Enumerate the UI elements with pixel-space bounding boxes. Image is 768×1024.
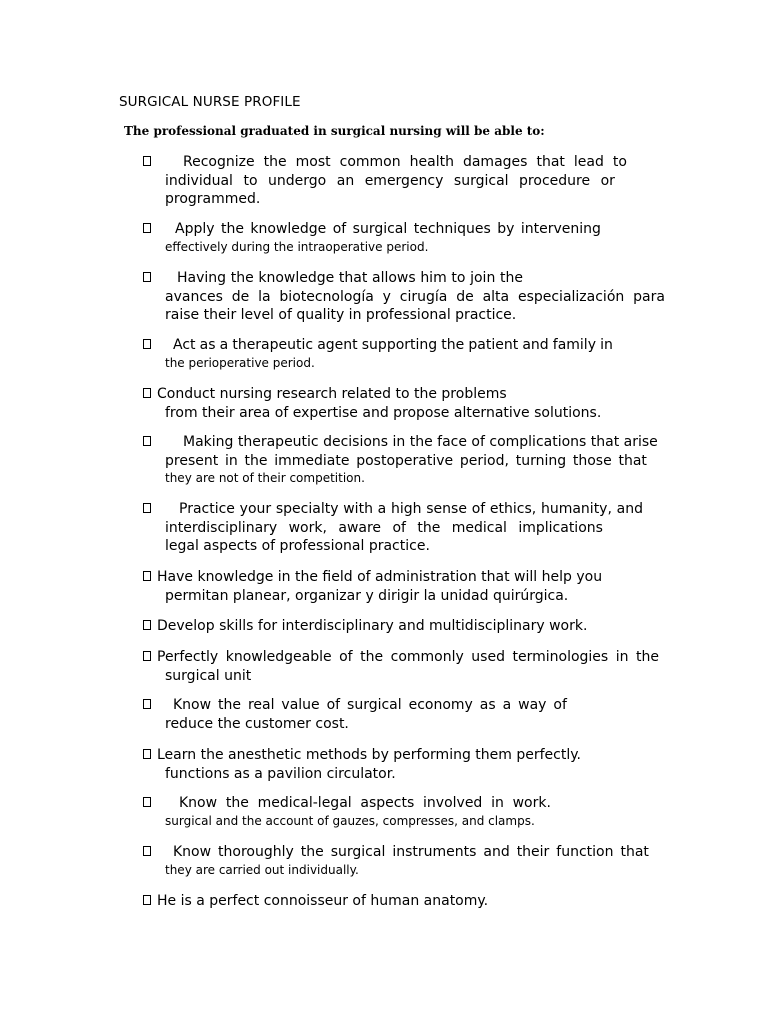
bullet-box-icon [143,620,151,630]
word: humanity, [540,501,612,517]
word: intervening [520,221,601,237]
list-item-text [157,220,601,239]
word: thoroughly [218,844,294,860]
list-item-continuation-line: surgical unit [165,667,252,684]
list-item-text: He is a perfect connoisseur of human anatomy. [157,893,489,909]
list-item-continuation-line: reduce the customer cost. [165,715,349,732]
word: that [338,270,368,286]
word: of [392,519,406,536]
list-item [143,843,675,878]
word: in [491,795,504,811]
word: way [518,697,547,713]
list-item-text: Making therapeutic decisions in the face of complications that arise [183,434,658,450]
word: postoperative [356,452,454,469]
list-item [143,568,675,605]
word: your [239,501,272,517]
list-item [143,385,675,422]
list-item [143,500,675,556]
list-item-text [157,696,567,715]
list-item-continuation-line: effectively during the intraoperative period. [165,239,429,254]
list-item-first-line [143,794,675,813]
word: emergency [364,172,444,189]
word: the [417,519,441,536]
list-item [143,794,675,829]
word: surgical [352,221,408,237]
list-item-first-line [143,153,675,172]
word: of [471,501,486,517]
list-item-continuation-line: surgical and the account of gauzes, compresses, and clamps. [165,813,535,828]
list-item [143,746,675,783]
word: the [636,649,659,665]
list-item [143,336,675,371]
word: involved [423,795,483,811]
word: that [618,452,647,469]
bullet-box-icon [143,436,151,446]
word: commonly [390,649,464,665]
word: para [633,288,665,305]
bullet-box-icon [143,272,151,282]
word: Act [173,337,196,353]
word: of [553,697,567,713]
word: of [339,649,353,665]
list-item-first-line [143,843,675,862]
word: value [281,697,320,713]
word: the [230,270,254,286]
word: in [224,452,238,469]
word: Perfectly [157,649,219,665]
list-item-first-line [143,269,675,288]
list-item-text [157,153,627,172]
word: an [336,172,355,189]
word: undergo [268,172,327,189]
word: surgical [453,172,509,189]
word: most [295,154,331,170]
word: Apply [175,221,215,237]
word: work. [512,795,551,811]
word: immediate [274,452,350,469]
word: de [456,288,474,305]
word: high [391,501,422,517]
word: procedure [519,172,591,189]
bullet-box-icon [143,571,151,581]
word: terminologies [512,649,609,665]
word: therapeutic [232,337,314,353]
word: real [247,697,275,713]
list-item-first-line [143,746,675,765]
list-item-first-line [143,648,675,667]
list-item-continuation-line: permitan planear, organizar y dirigir la unidad quirúrgica. [165,587,569,604]
list-item-text: Have knowledge in the field of administration that will help you [157,569,603,585]
word: Practice [179,501,235,517]
word: join [470,270,496,286]
word: patient [468,337,519,353]
bullet-box-icon [143,651,151,661]
list-item [143,696,675,733]
word: interdisciplinary [165,519,278,536]
word: to [243,172,258,189]
word: medical-legal [257,795,352,811]
word: to [451,270,466,286]
word: de [231,288,250,305]
word: Know [179,795,218,811]
word: present [165,452,219,469]
word: biotecnología [279,288,374,305]
word: of [326,697,341,713]
word: used [471,649,505,665]
word: techniques [413,221,491,237]
word: Know [173,697,212,713]
word: ethics, [489,501,537,517]
word: their [516,844,550,860]
word: as [199,337,216,353]
word: the [218,697,241,713]
list-item-first-line [143,220,675,239]
list-item-first-line [143,568,675,587]
word: individual [165,172,233,189]
word: in [615,649,629,665]
word: by [497,221,515,237]
list-item-first-line [143,500,675,519]
word: that [620,844,649,860]
list-item-continuation-line: legal aspects of professional practice. [165,538,430,554]
list-item [143,220,675,255]
word: the [441,337,465,353]
list-item-text [157,843,649,862]
word: agent [317,337,358,353]
word: damages [462,154,528,170]
word: turning [515,452,567,469]
word: a [219,337,229,353]
word: implications [518,519,603,536]
word: health [409,154,454,170]
list-item-continuation-line: functions as a pavilion circulator. [165,765,396,782]
word: to [612,154,627,170]
bullet-box-icon [143,895,151,905]
word: the [263,154,287,170]
word: work, [288,519,327,536]
list-item-text: Learn the anesthetic methods by performing them perfectly. [157,747,581,763]
word: avances [165,288,223,305]
word: common [339,154,401,170]
list-item-continuation-line [143,452,647,471]
word: specialty [275,501,339,517]
word: aware [338,519,382,536]
list-item-text [157,794,551,813]
word: of [332,221,347,237]
word: Recognize [183,154,255,170]
word: allows [371,270,416,286]
word: the [300,844,324,860]
word: him [420,270,447,286]
list-item-continuation-line: they are not of their competition. [165,471,365,485]
bullet-box-icon [143,749,151,759]
word: knowledgeable [225,649,332,665]
word: function [556,844,614,860]
list-item-continuation-line: from their area of expertise and propose alternative solutions. [165,404,602,421]
list-item-continuation-line [143,519,603,538]
word: the [220,221,244,237]
word: alta [482,288,510,305]
list-item [143,433,675,486]
word: a [377,501,387,517]
word: those [572,452,612,469]
list-item [143,269,675,325]
word: especialización [517,288,625,305]
document-subtitle: The professional graduated in surgical nursing will be able to: [124,124,545,138]
word: the [244,452,268,469]
word: economy [408,697,473,713]
list-item-text: Conduct nursing research related to the problems [157,386,507,402]
list-item-text [157,648,659,667]
word: that [536,154,565,170]
bullet-box-icon [143,156,151,166]
list-item [143,648,675,685]
word: medical [451,519,507,536]
word: and [522,337,549,353]
list-item-first-line [143,617,675,636]
word: y [382,288,391,305]
list-item-first-line [143,385,675,404]
word: or [600,172,615,189]
list-item-text [157,336,613,355]
word: the [499,270,523,286]
word: the [225,795,249,811]
word: lead [573,154,604,170]
list-item-continuation-line [143,172,615,191]
page-title: SURGICAL NURSE PROFILE [119,94,301,110]
bullet-box-icon [143,339,151,349]
word: Know [173,844,212,860]
bullet-box-icon [143,503,151,513]
list-item-continuation-line: the perioperative period. [165,355,315,370]
word: surgical [347,697,402,713]
list-item [143,617,675,636]
word: period, [459,452,509,469]
word: a [502,697,512,713]
word: knowledge [250,221,327,237]
list-item-text [157,269,523,288]
word: cirugía [399,288,448,305]
list-item-first-line [143,336,675,355]
list-item [143,892,675,911]
bullet-box-icon [143,223,151,233]
bullet-box-icon [143,797,151,807]
word: instruments [392,844,477,860]
word: aspects [360,795,415,811]
word: supporting [361,337,438,353]
word: sense [426,501,467,517]
word: family [552,337,596,353]
word: knowledge [258,270,335,286]
list-item-continuation-line: they are carried out individually. [165,862,359,877]
list-item-text [157,500,643,519]
bullet-box-icon [143,699,151,709]
list-item-text: Develop skills for interdisciplinary and multidisciplinary work. [157,618,588,634]
list-item-first-line [143,892,675,911]
word: la [258,288,271,305]
list-item-first-line [143,433,675,452]
list-item-continuation-line [143,288,665,307]
word: surgical [330,844,386,860]
word: with [343,501,373,517]
word: and [616,501,643,517]
word: as [479,697,496,713]
word: the [360,649,384,665]
list-item-first-line [143,696,675,715]
word: in [600,337,613,353]
bullet-box-icon [143,846,151,856]
list-item-continuation-line: programmed. [165,191,261,207]
word: Having [177,270,227,286]
bullet-box-icon [143,388,151,398]
list-item [143,153,675,209]
word: and [483,844,510,860]
list-item-continuation-line: raise their level of quality in professional practice. [165,307,517,323]
